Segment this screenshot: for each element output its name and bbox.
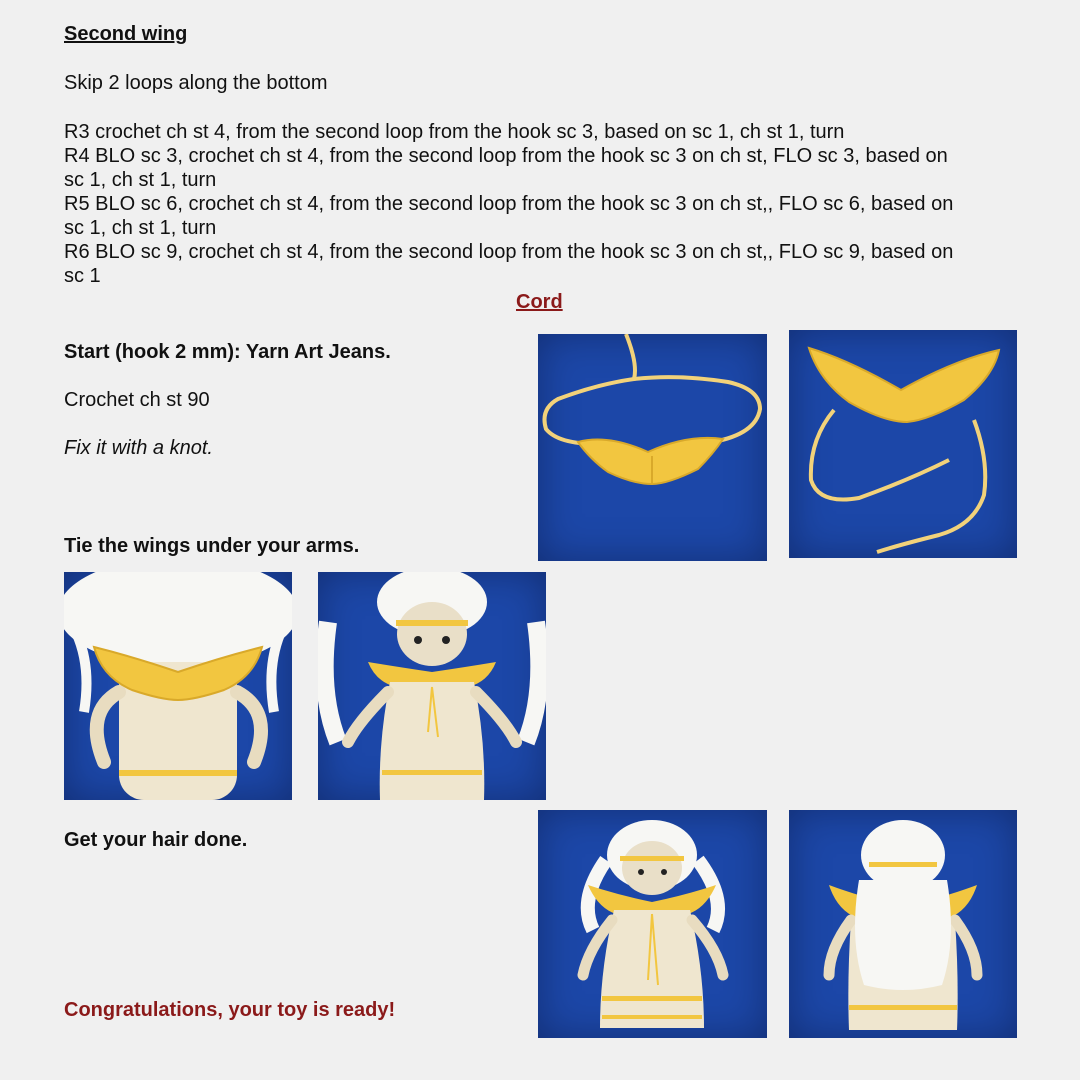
row-r4-cont: sc 1, ch st 1, turn bbox=[64, 169, 217, 191]
row-r3: R3 crochet ch st 4, from the second loop from the hook sc 3, based on sc 1, ch st 1, turn bbox=[64, 121, 845, 143]
row-list bbox=[64, 120, 953, 288]
tie-wings-text: Tie the wings under your arms. bbox=[64, 535, 360, 557]
row-r6-cont: sc 1 bbox=[64, 265, 101, 287]
intro-text: Skip 2 loops along the bottom bbox=[64, 72, 328, 94]
photo-finished-angel-front bbox=[538, 810, 767, 1038]
photo-finished-angel-back bbox=[789, 810, 1017, 1038]
section-title: Second wing bbox=[64, 23, 188, 45]
photo-wings-cord-loose bbox=[789, 330, 1017, 558]
cord-chain-text: Crochet ch st 90 bbox=[64, 389, 210, 411]
photo-angel-front-loose-hair bbox=[318, 572, 546, 800]
hair-text: Get your hair done. bbox=[64, 829, 248, 851]
cord-start-text: Start (hook 2 mm): Yarn Art Jeans. bbox=[64, 341, 391, 363]
cord-title: Cord bbox=[516, 291, 563, 313]
photo-wings-back-view bbox=[64, 572, 292, 800]
row-r5-cont: sc 1, ch st 1, turn bbox=[64, 217, 217, 239]
photo-cord-with-wings bbox=[538, 334, 767, 561]
congrats-text: Congratulations, your toy is ready! bbox=[64, 999, 396, 1021]
row-r5: R5 BLO sc 6, crochet ch st 4, from the second loop from the hook sc 3 on ch st,, FLO sc 6, based on bbox=[64, 193, 954, 215]
cord-fix-text: Fix it with a knot. bbox=[64, 437, 213, 459]
row-r4: R4 BLO sc 3, crochet ch st 4, from the second loop from the hook sc 3 on ch st, FLO sc 3, based on bbox=[64, 145, 948, 167]
row-r6: R6 BLO sc 9, crochet ch st 4, from the second loop from the hook sc 3 on ch st,, FLO sc 9, based on bbox=[64, 241, 954, 263]
